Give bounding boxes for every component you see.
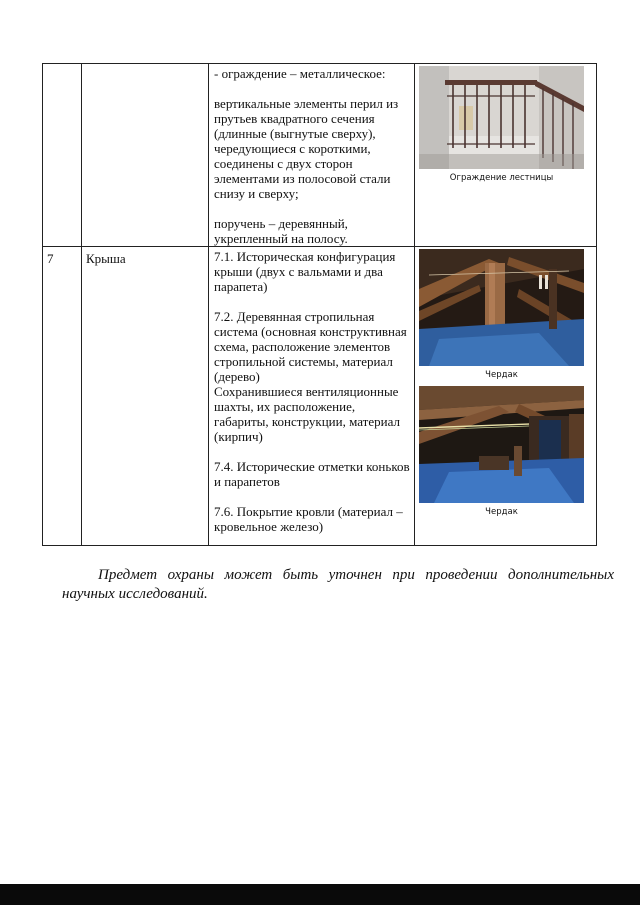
description-cell	[209, 64, 415, 247]
photo-caption: Ограждение лестницы	[449, 173, 554, 183]
footnote-text: Предмет охраны может быть уточнен при проведении дополнительных научных исследований.	[62, 567, 614, 602]
description-gap	[214, 201, 411, 216]
table-row	[43, 64, 597, 247]
description-gap	[214, 294, 411, 309]
description-line: вертикальные элементы перил из прутьев квадратного сечения (длинные (выгнутые сверху), чередующиеся с короткими, соединены с двух сторон элементами из полосовой стали снизу и сверху;	[214, 96, 399, 201]
description-line: поручень – деревянный, укрепленный на полосу.	[214, 216, 348, 246]
photo-caption: Чердак	[485, 370, 518, 380]
number-cell	[43, 64, 82, 247]
staircase-railing-photo	[419, 66, 584, 169]
attic-photo	[419, 386, 584, 503]
description-line: - ограждение – металлическое:	[214, 66, 386, 81]
description-line: 7.2. Деревянная стропильная система (основная конструктивная схема, расположение элементов стропильной системы, материал (дерево)	[214, 309, 407, 384]
table-row	[43, 247, 597, 546]
row-number: 7	[47, 251, 54, 266]
photo-caption: Чердак	[485, 507, 518, 517]
image-cell	[415, 64, 597, 247]
name-cell	[82, 64, 209, 247]
description-line: 7.6. Покрытие кровли (материал – кровельное железо)	[214, 504, 403, 534]
description-gap	[214, 444, 411, 459]
name-cell	[82, 247, 209, 546]
description-line: 7.4. Исторические отметки коньков и парапетов	[214, 459, 410, 489]
scan-bottom-edge	[0, 884, 640, 905]
description-line: 7.1. Историческая конфигурация крыши (двух с вальмами и два парапета)	[214, 249, 396, 294]
image-cell	[415, 247, 597, 546]
attic-photo	[419, 249, 584, 366]
row-name: Крыша	[86, 251, 126, 266]
description-gap	[214, 81, 411, 96]
description-line: Сохранившиеся вентиляционные шахты, их расположение, габариты, конструкции, материал (кирпич)	[214, 384, 400, 444]
protection-subject-table	[42, 63, 597, 546]
number-cell	[43, 247, 82, 546]
description-cell	[209, 247, 415, 546]
description-gap	[214, 489, 411, 504]
